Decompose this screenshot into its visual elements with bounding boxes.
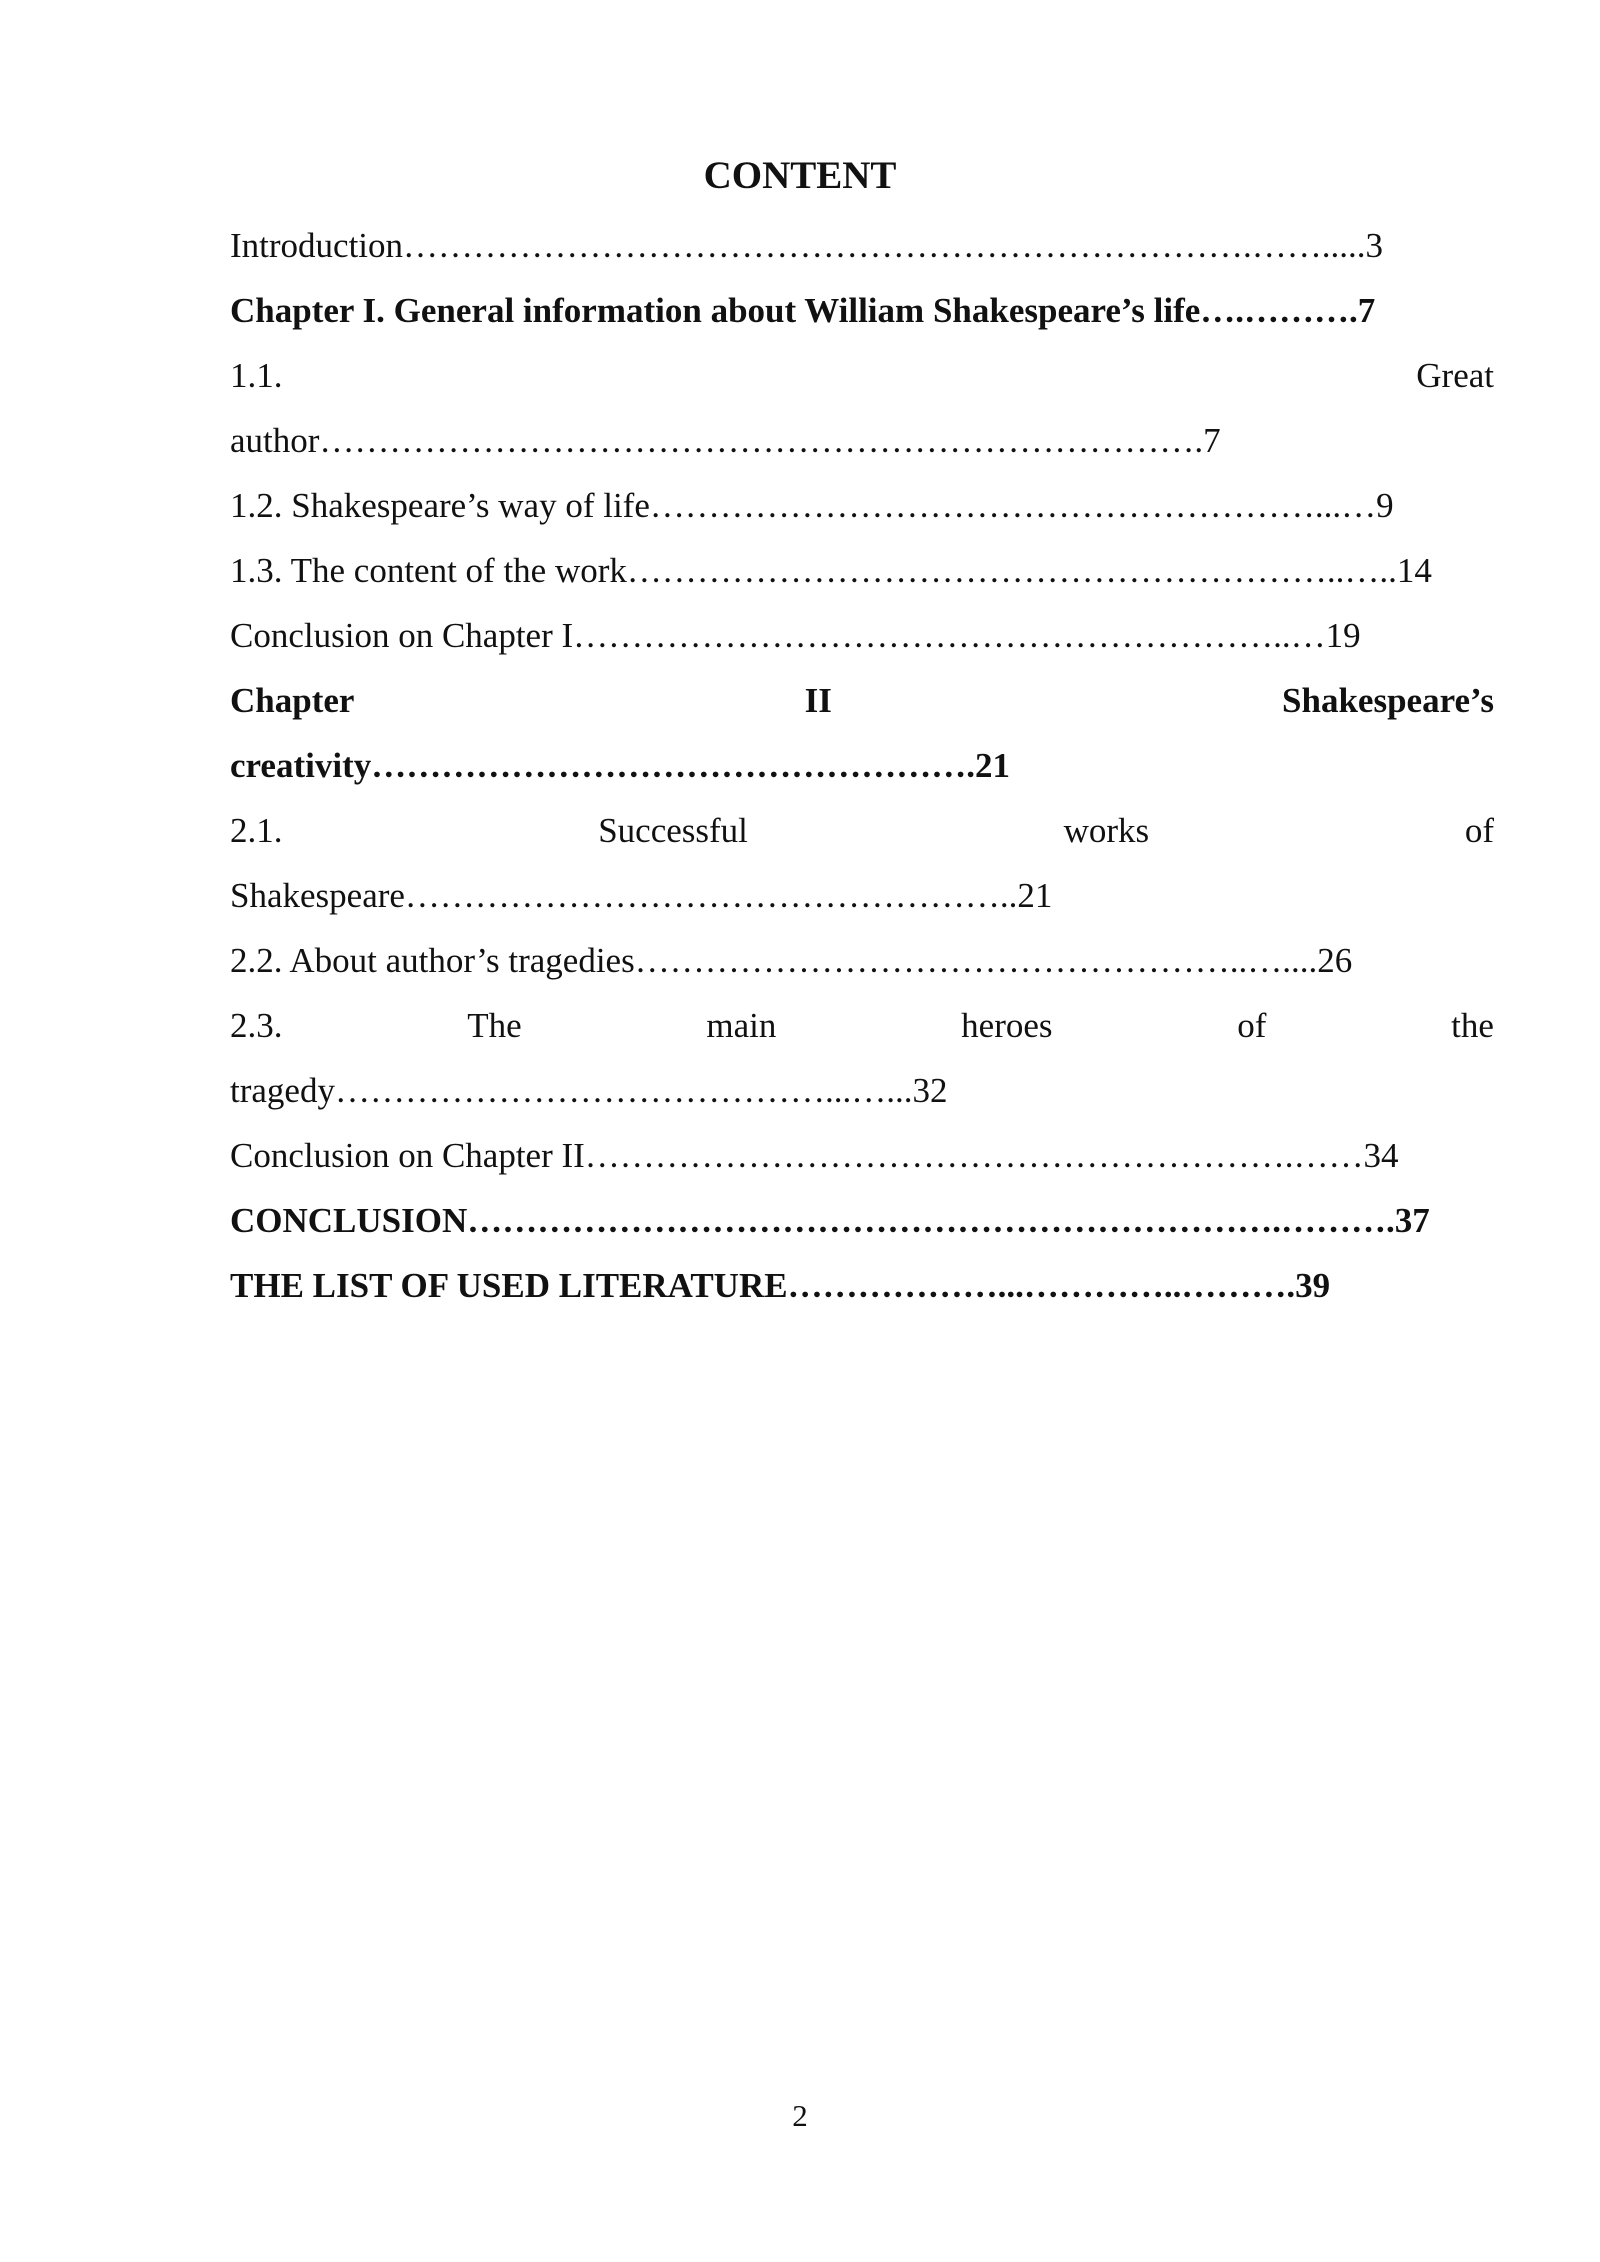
toc-word: heroes	[961, 1006, 1053, 1045]
toc-word: Chapter	[230, 681, 355, 720]
toc-entry-introduction: Introduction……………………………………………………………….…….....3	[230, 226, 1384, 265]
toc-entry-literature: THE LIST OF USED LITERATURE………………...…………..……….39	[230, 1266, 1331, 1305]
toc-entry-chapter-1: Chapter I. General information about William Shakespeare’s life….……….7	[230, 291, 1376, 330]
toc-entry-2-2: 2.2. About author’s tragedies……………………………………………..…....26	[230, 941, 1353, 980]
toc-word: the	[1451, 1006, 1494, 1045]
toc-word: 2.3.	[230, 1006, 283, 1045]
toc-entry-conclusion-chapter-1: Conclusion on Chapter I……………………………………………………..…19	[230, 616, 1361, 655]
toc-entry-1-1-continued: author………………………………………………………………….7	[230, 421, 1221, 460]
toc-entry-2-1-continued: Shakespeare……………………………………………..21	[230, 876, 1053, 915]
toc-word: II	[804, 681, 832, 720]
toc-entry-conclusion-chapter-2: Conclusion on Chapter II…………………………………………………….……34	[230, 1136, 1399, 1175]
toc-word: Shakespeare’s	[1282, 681, 1494, 720]
toc-word: main	[706, 1006, 777, 1045]
toc-word: Successful	[598, 811, 748, 850]
toc-word: of	[1464, 811, 1494, 850]
toc-entry-1-3: 1.3. The content of the work……………………………………………………..…..14	[230, 551, 1432, 590]
toc-entry-chapter-2-continued: creativity…………………………………………….21	[230, 746, 1010, 785]
table-of-contents	[230, 213, 1494, 1318]
toc-word: 1.1.	[230, 356, 283, 395]
toc-entry-2-3	[230, 993, 1494, 1058]
toc-entry-1-1	[230, 343, 1494, 408]
toc-word: works	[1063, 811, 1150, 850]
toc-entry-2-3-continued: tragedy……………………………………...…...32	[230, 1071, 948, 1110]
toc-word: Great	[1416, 356, 1494, 395]
toc-entry-1-2: 1.2. Shakespeare’s way of life…………………………………………………...…9	[230, 486, 1394, 525]
toc-word: of	[1237, 1006, 1267, 1045]
toc-entry-chapter-2	[230, 668, 1494, 733]
page-title: CONTENT	[703, 154, 897, 197]
toc-word: 2.1.	[230, 811, 283, 850]
toc-word: The	[467, 1006, 522, 1045]
page-number: 2	[792, 2098, 808, 2133]
toc-entry-conclusion: CONCLUSION…………………………………………………………….……….37	[230, 1201, 1430, 1240]
toc-entry-2-1	[230, 798, 1494, 863]
